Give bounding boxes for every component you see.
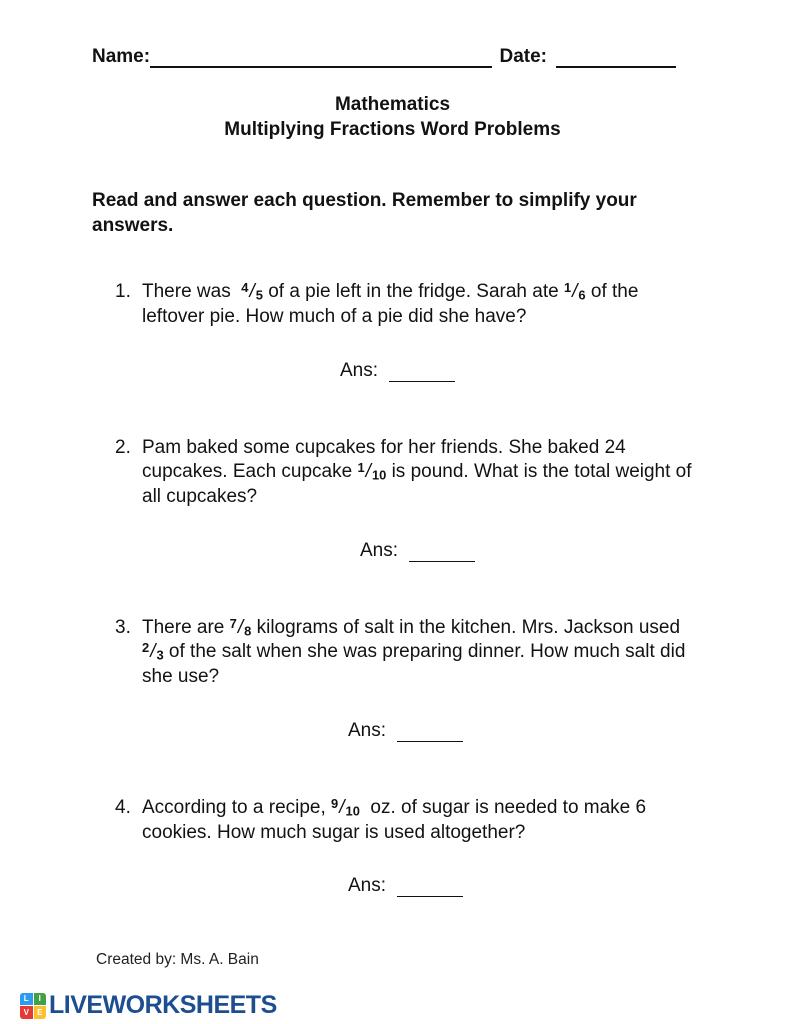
question-item <box>92 436 693 510</box>
questions-list <box>92 280 693 897</box>
fraction: $^1$/10 <box>357 460 387 483</box>
date-label: Date: <box>499 46 547 67</box>
question-number: 4. <box>115 796 131 818</box>
worksheet-title <box>92 92 693 142</box>
question-text: Pam baked some cupcakes for her friends. She baked 24 cupcakes. Each cupcake $^1$/10 is pound. What is the total weight of all cupcakes? <box>142 436 692 508</box>
question-number: 1. <box>115 281 131 303</box>
answer-blank[interactable] <box>397 877 463 897</box>
ans-label: Ans: <box>348 719 387 741</box>
answer-row <box>348 720 693 742</box>
ans-label: Ans: <box>360 539 399 561</box>
liveworksheets-logo-text: LIVEWORKSHEETS <box>49 991 277 1020</box>
fraction: $^9$/10 <box>331 795 360 819</box>
question-text: According to a recipe, $^9$/10 oz. of sugar is needed to make 6 cookies. How much sugar is used altogether? <box>142 795 647 843</box>
liveworksheets-logo-link[interactable] <box>20 991 277 1020</box>
answer-row <box>348 875 693 897</box>
subject-title: Mathematics <box>334 94 451 115</box>
ans-label: Ans: <box>348 875 387 897</box>
question-number: 2. <box>115 436 131 458</box>
answer-blank[interactable] <box>409 542 475 562</box>
question-text: There are $^7$/8 kilograms of salt in the kitchen. Mrs. Jackson used $^2$/3 of the salt when she was preparing dinner. How much salt did she use? <box>142 615 686 688</box>
question-number: 3. <box>115 616 131 638</box>
name-input-blank[interactable] <box>150 46 492 68</box>
logo-square-i: I <box>34 993 47 1006</box>
fraction: $^2$/3 <box>142 640 164 663</box>
fraction: $^4$/5 <box>241 280 263 303</box>
question-item <box>92 616 693 690</box>
answer-row <box>340 360 693 382</box>
created-by-credit: Created by: Ms. A. Bain <box>96 951 259 969</box>
answer-blank[interactable] <box>389 362 455 382</box>
date-input-blank[interactable] <box>556 46 676 68</box>
fraction: $^7$/8 <box>229 615 252 639</box>
logo-square-e: E <box>34 1006 47 1019</box>
name-label: Name: <box>92 46 151 67</box>
liveworksheets-grid-icon <box>20 993 46 1019</box>
question-text: There was $^4$/5 of a pie left in the fridge. Sarah ate $^1$/6 of the leftover pie. How much of a pie did she have? <box>142 280 639 327</box>
topic-title: Multiplying Fractions Word Problems <box>224 119 561 141</box>
logo-square-l: L <box>20 993 33 1006</box>
fraction: $^1$/6 <box>563 280 586 303</box>
answer-blank[interactable] <box>397 722 463 742</box>
name-date-row <box>92 46 676 68</box>
answer-row <box>360 540 693 562</box>
question-item <box>92 280 693 329</box>
ans-label: Ans: <box>340 359 379 381</box>
question-item <box>92 796 693 845</box>
instructions-text: Read and answer each question. Remember to simplify your answers. <box>92 190 637 237</box>
logo-square-v: V <box>20 1006 33 1019</box>
